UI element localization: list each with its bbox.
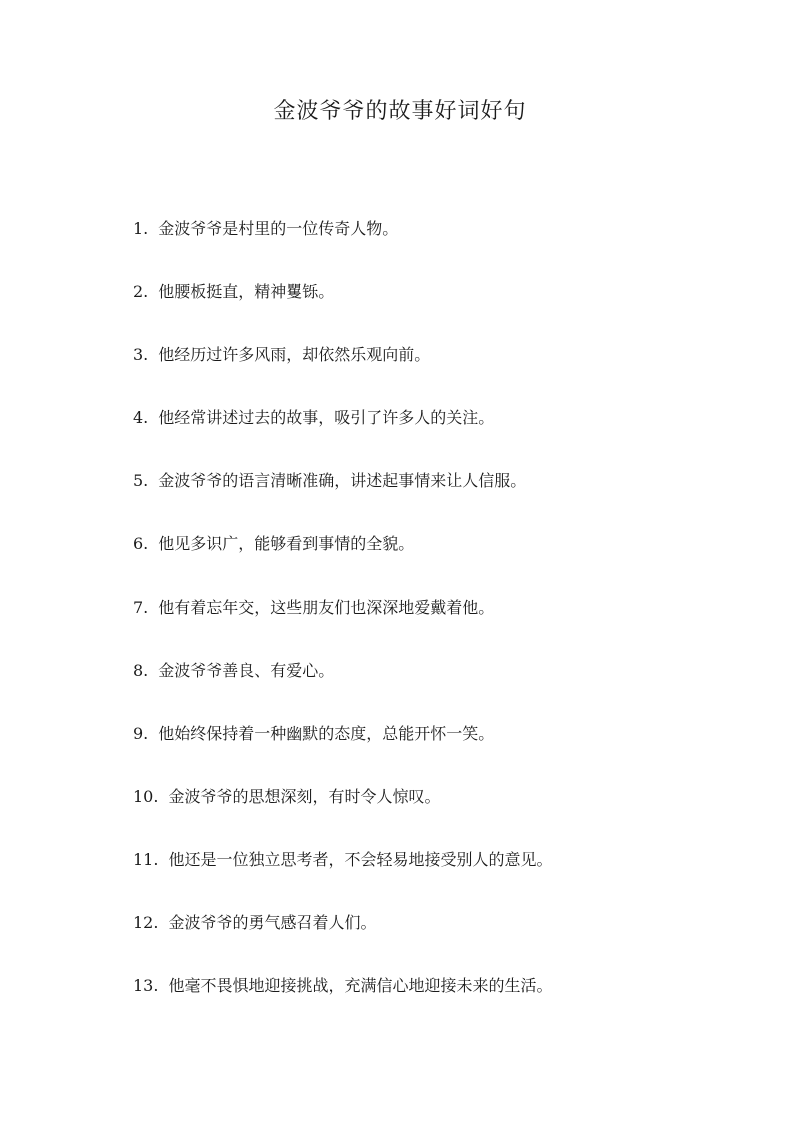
list-item bbox=[133, 972, 753, 1035]
sentence-list bbox=[133, 215, 753, 1035]
list-item bbox=[133, 594, 753, 657]
item-number: 6. bbox=[133, 534, 149, 554]
list-item bbox=[133, 278, 753, 341]
item-text: 他还是一位独立思考者，不会轻易地接受别人的意见。 bbox=[168, 849, 553, 869]
item-number: 2. bbox=[133, 282, 149, 302]
list-item bbox=[133, 530, 753, 593]
list-item bbox=[133, 657, 753, 720]
item-text: 他经常讲述过去的故事，吸引了许多人的关注。 bbox=[158, 408, 495, 428]
page-title: 金波爷爷的故事好词好句 bbox=[273, 99, 527, 124]
item-number: 1. bbox=[133, 219, 149, 238]
item-number: 11. bbox=[133, 849, 159, 869]
item-number: 5. bbox=[133, 471, 149, 491]
item-number: 12. bbox=[133, 913, 159, 933]
item-number: 8. bbox=[133, 660, 149, 680]
item-number: 7. bbox=[133, 597, 149, 617]
item-text: 他经历过许多风雨，却依然乐观向前。 bbox=[158, 345, 431, 365]
list-item bbox=[133, 404, 753, 467]
list-item bbox=[133, 846, 753, 909]
list-item bbox=[133, 467, 753, 530]
item-text: 金波爷爷的思想深刻，有时令人惊叹。 bbox=[168, 786, 441, 806]
item-text: 他腰板挺直，精神矍铄。 bbox=[158, 282, 335, 302]
item-text: 金波爷爷的勇气感召着人们。 bbox=[168, 913, 377, 933]
item-text: 他毫不畏惧地迎接挑战，充满信心地迎接未来的生活。 bbox=[168, 976, 553, 996]
list-item bbox=[133, 215, 753, 278]
item-number: 4. bbox=[133, 408, 149, 428]
item-number: 9. bbox=[133, 723, 149, 743]
list-item bbox=[133, 909, 753, 972]
item-text: 金波爷爷是村里的一位传奇人物。 bbox=[158, 219, 399, 238]
list-item bbox=[133, 783, 753, 846]
item-number: 13. bbox=[133, 976, 159, 996]
item-text: 金波爷爷善良、有爱心。 bbox=[158, 660, 335, 680]
list-item bbox=[133, 341, 753, 404]
item-number: 3. bbox=[133, 345, 149, 365]
list-item bbox=[133, 720, 753, 783]
item-text: 他始终保持着一种幽默的态度，总能开怀一笑。 bbox=[158, 723, 495, 743]
item-text: 他见多识广，能够看到事情的全貌。 bbox=[158, 534, 415, 554]
item-number: 10. bbox=[133, 786, 159, 806]
item-text: 他有着忘年交，这些朋友们也深深地爱戴着他。 bbox=[158, 597, 495, 617]
item-text: 金波爷爷的语言清晰准确，讲述起事情来让人信服。 bbox=[158, 471, 527, 491]
